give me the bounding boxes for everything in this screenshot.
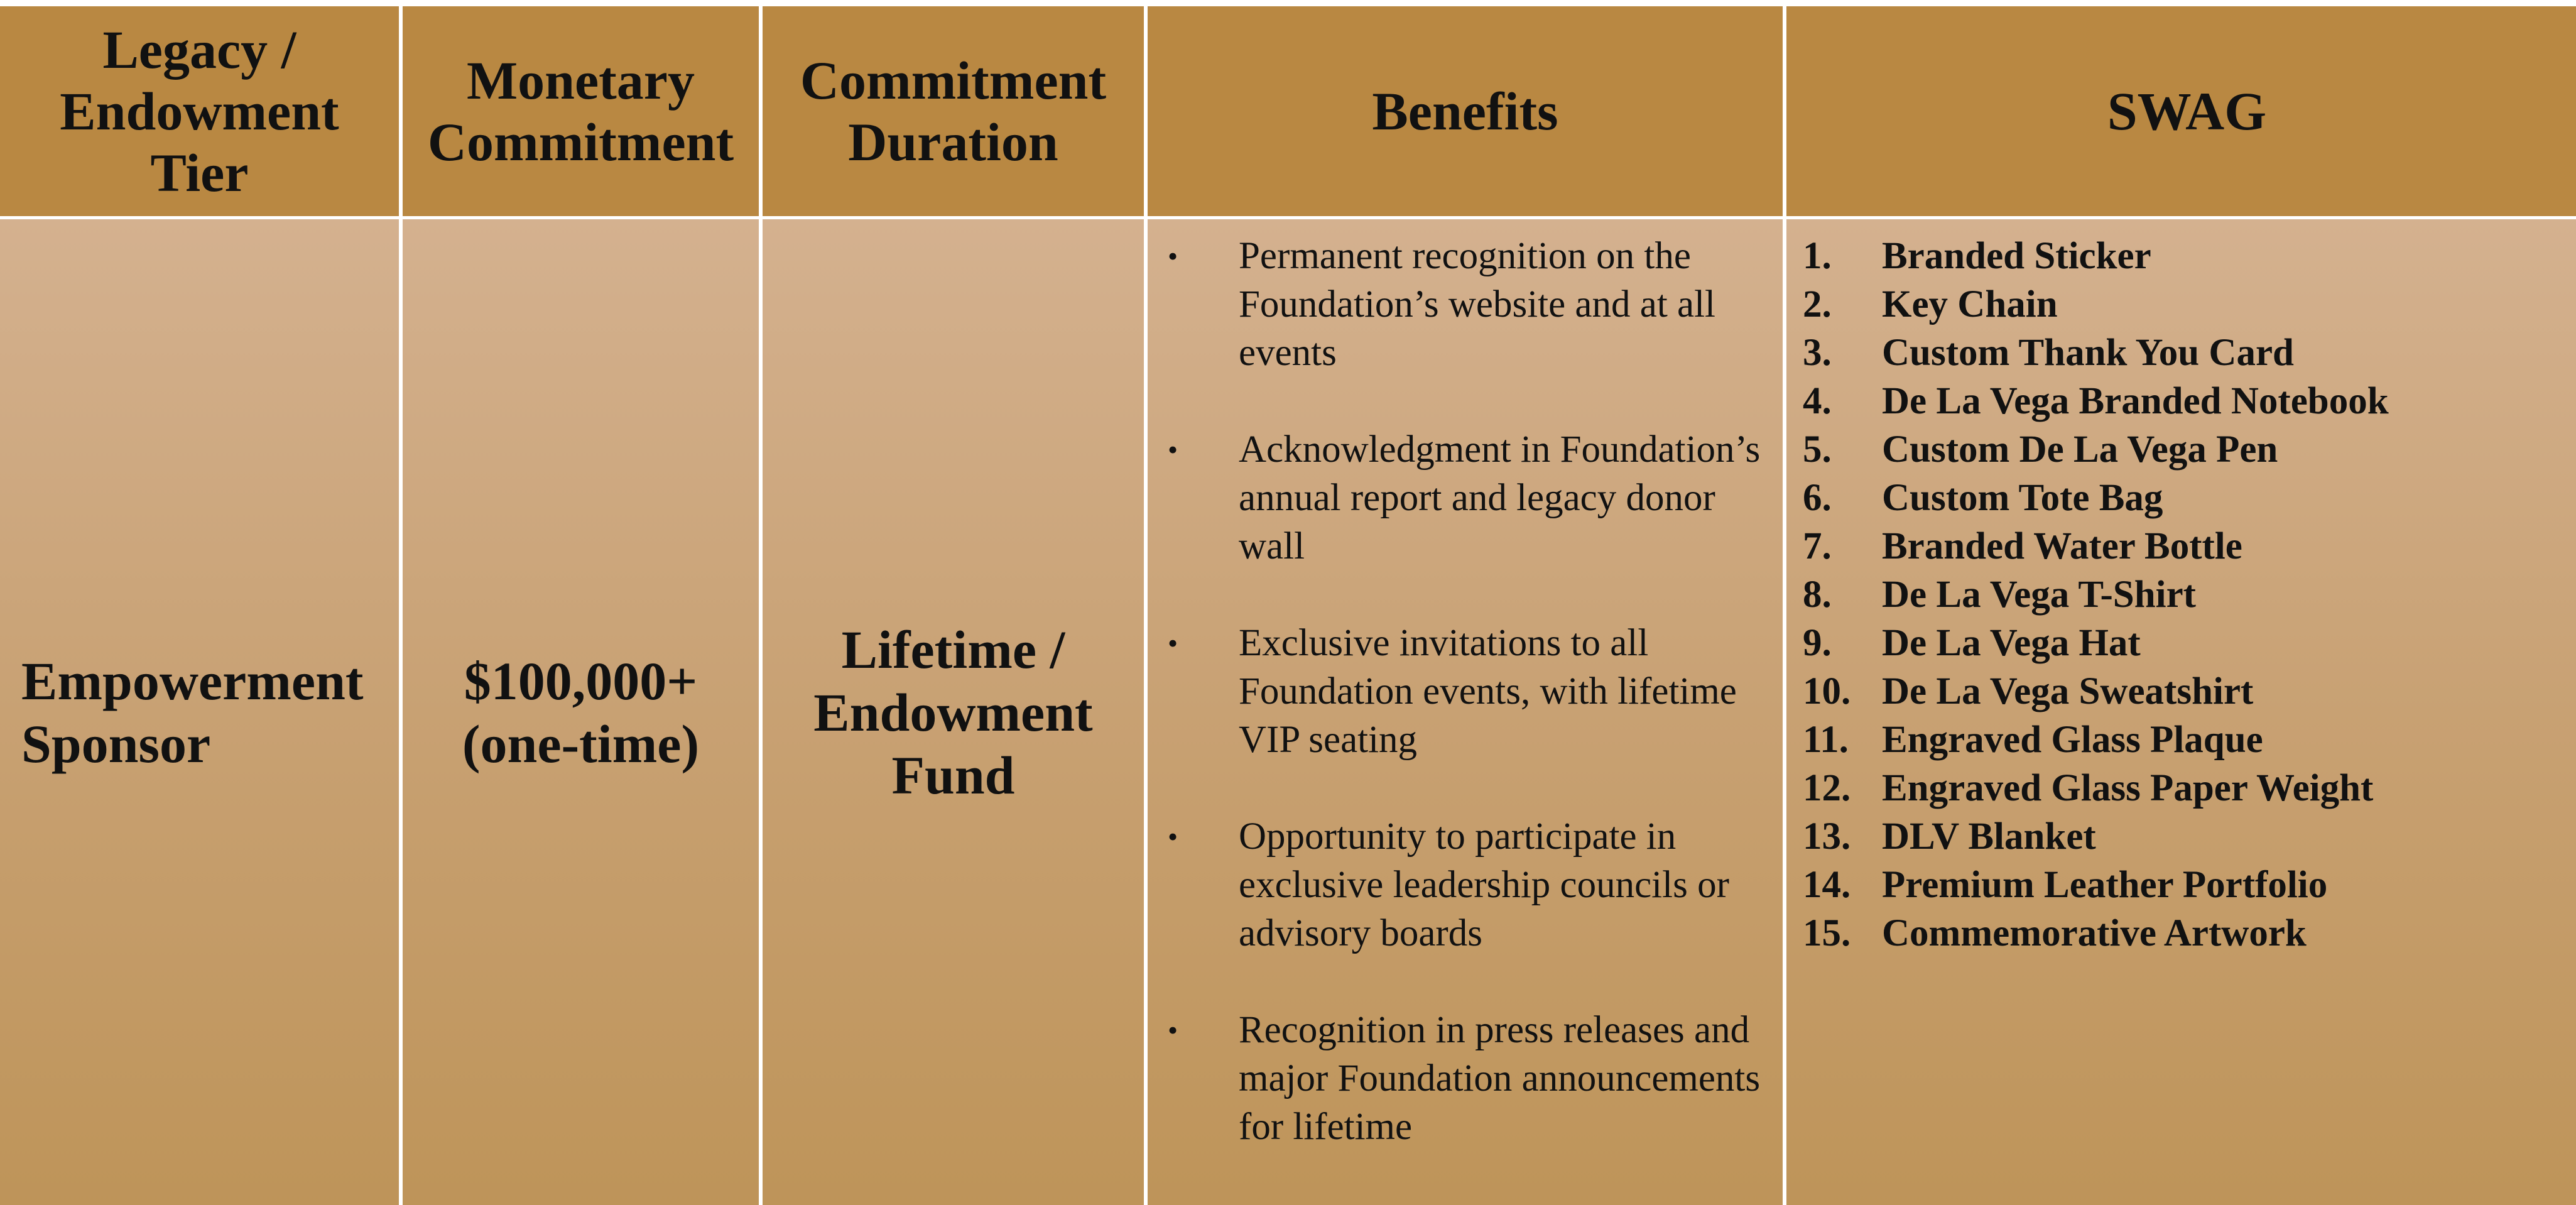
list-item bbox=[1803, 861, 2575, 909]
swag-number: 8. bbox=[1803, 574, 1832, 616]
swag-text: Engraved Glass Plaque bbox=[1882, 719, 2263, 761]
swag-number: 15. bbox=[1803, 912, 1851, 954]
swag-number: 5. bbox=[1803, 428, 1832, 471]
swag-text: Custom Thank You Card bbox=[1882, 332, 2294, 374]
duration-value: Lifetime / Endowment Fund bbox=[813, 619, 1093, 805]
header-benefits bbox=[1148, 6, 1783, 216]
list-item bbox=[1160, 812, 1768, 957]
swag-text: Premium Leather Portfolio bbox=[1882, 864, 2328, 906]
bullet-icon: • bbox=[1168, 821, 1178, 853]
list-item bbox=[1160, 232, 1768, 377]
list-item bbox=[1803, 329, 2575, 377]
swag-text: Custom Tote Bag bbox=[1882, 477, 2163, 519]
list-item bbox=[1803, 909, 2575, 957]
header-monetary-commitment bbox=[403, 6, 759, 216]
swag-text: De La Vega Sweatshirt bbox=[1882, 670, 2254, 712]
header-monetary-label: Monetary Commitment bbox=[427, 50, 734, 172]
swag-number: 7. bbox=[1803, 525, 1832, 567]
swag-number: 14. bbox=[1803, 864, 1851, 906]
monetary-amount: $100,000+ (one-time) bbox=[462, 650, 700, 774]
swag-list bbox=[1803, 232, 2575, 957]
swag-text: DLV Blanket bbox=[1882, 815, 2096, 858]
benefit-text: Opportunity to participate in exclusive leadership councils or advisory boards bbox=[1239, 815, 1729, 954]
cell-benefits bbox=[1148, 219, 1783, 1205]
list-item bbox=[1803, 716, 2575, 764]
swag-number: 13. bbox=[1803, 815, 1851, 858]
swag-text: Commemorative Artwork bbox=[1882, 912, 2307, 954]
list-item bbox=[1803, 280, 2575, 329]
benefit-text: Exclusive invitations to all Foundation events, with lifetime VIP seating bbox=[1239, 622, 1737, 761]
benefit-text: Acknowledgment in Foundation’s annual report and legacy donor wall bbox=[1239, 428, 1761, 567]
header-swag bbox=[1786, 6, 2576, 216]
swag-text: Custom De La Vega Pen bbox=[1882, 428, 2278, 471]
swag-text: De La Vega Branded Notebook bbox=[1882, 380, 2389, 422]
header-commitment-duration bbox=[763, 6, 1144, 216]
list-item bbox=[1160, 425, 1768, 570]
swag-text: Engraved Glass Paper Weight bbox=[1882, 767, 2374, 809]
swag-number: 6. bbox=[1803, 477, 1832, 519]
list-item bbox=[1803, 570, 2575, 619]
benefit-text: Permanent recognition on the Foundation’s website and at all events bbox=[1239, 235, 1715, 374]
list-item bbox=[1803, 232, 2575, 280]
list-item bbox=[1803, 812, 2575, 861]
swag-number: 3. bbox=[1803, 332, 1832, 374]
header-tier bbox=[0, 6, 399, 216]
cell-swag bbox=[1786, 219, 2576, 1205]
list-item bbox=[1803, 425, 2575, 474]
header-duration-label: Commitment Duration bbox=[800, 50, 1107, 172]
swag-number: 12. bbox=[1803, 767, 1851, 809]
list-item bbox=[1803, 377, 2575, 425]
swag-text: De La Vega Hat bbox=[1882, 622, 2141, 664]
list-item bbox=[1803, 522, 2575, 570]
swag-number: 10. bbox=[1803, 670, 1851, 712]
tier-name: Empowerment Sponsor bbox=[21, 650, 364, 774]
list-item bbox=[1803, 474, 2575, 522]
benefits-list bbox=[1160, 232, 1768, 1151]
bullet-icon: • bbox=[1168, 240, 1178, 272]
swag-number: 11. bbox=[1803, 719, 1849, 761]
header-benefits-label: Benefits bbox=[1372, 81, 1558, 141]
swag-number: 1. bbox=[1803, 235, 1832, 277]
swag-text: Branded Water Bottle bbox=[1882, 525, 2242, 567]
cell-monetary bbox=[403, 219, 759, 1205]
swag-text: De La Vega T-Shirt bbox=[1882, 574, 2196, 616]
list-item bbox=[1803, 667, 2575, 716]
bullet-icon: • bbox=[1168, 433, 1178, 466]
swag-text: Branded Sticker bbox=[1882, 235, 2151, 277]
header-tier-label: Legacy / Endowment Tier bbox=[60, 19, 339, 203]
swag-number: 2. bbox=[1803, 283, 1832, 325]
list-item bbox=[1803, 764, 2575, 812]
header-swag-label: SWAG bbox=[2107, 81, 2267, 141]
list-item bbox=[1160, 619, 1768, 764]
swag-text: Key Chain bbox=[1882, 283, 2058, 325]
benefit-text: Recognition in press releases and major Foundation announcements for lifetime bbox=[1239, 1009, 1761, 1148]
swag-number: 4. bbox=[1803, 380, 1832, 422]
cell-tier bbox=[0, 219, 399, 1205]
list-item bbox=[1803, 619, 2575, 667]
bullet-icon: • bbox=[1168, 627, 1178, 659]
swag-number: 9. bbox=[1803, 622, 1832, 664]
list-item bbox=[1160, 1006, 1768, 1151]
cell-duration bbox=[763, 219, 1144, 1205]
bullet-icon: • bbox=[1168, 1014, 1178, 1046]
